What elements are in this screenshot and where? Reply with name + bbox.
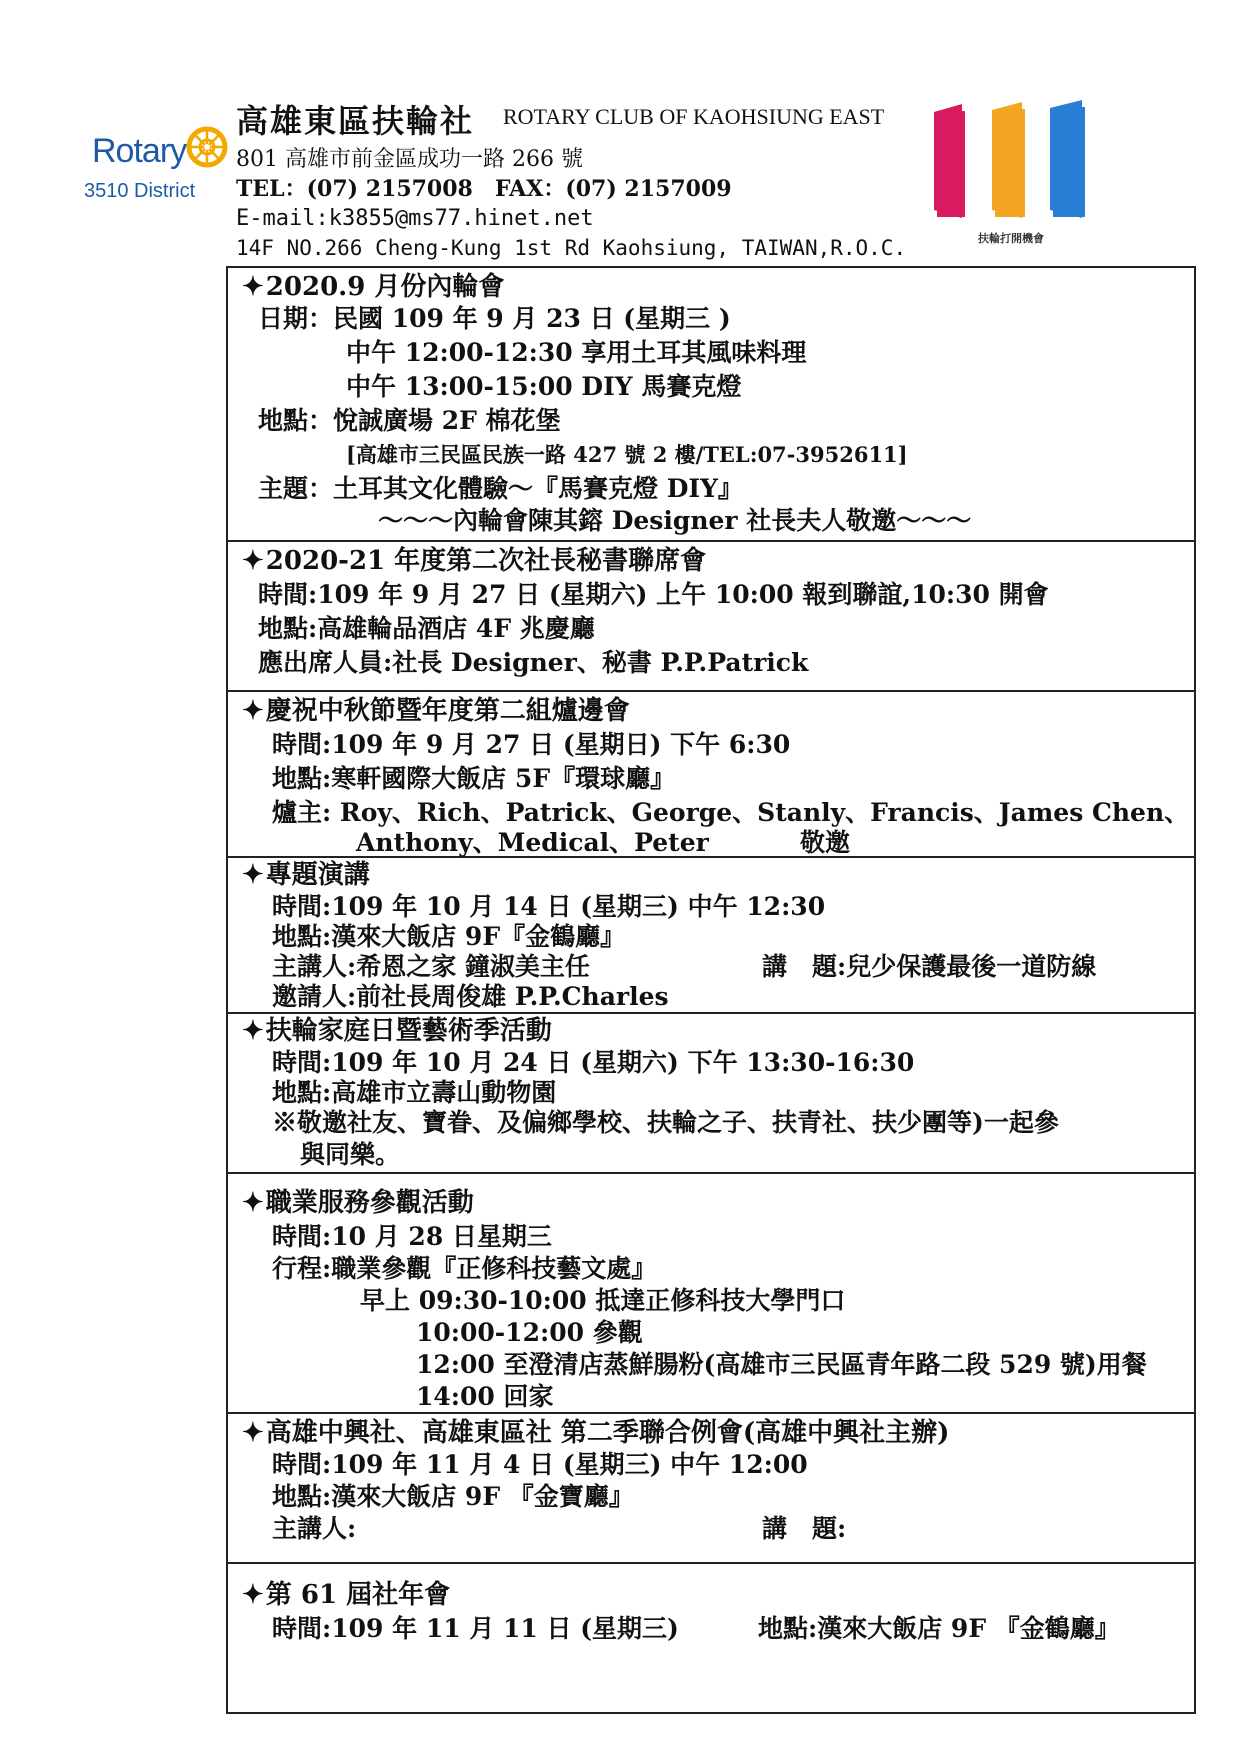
event-line: 地點:漢來大飯店 9F 『金寶廳』 <box>272 1482 634 1511</box>
club-email: E-mail:k3855@ms77.hinet.net <box>236 206 594 231</box>
event-line: ～～～內輪會陳其鎔 Designer 社長夫人敬邀～～～ <box>378 506 972 535</box>
event-line: 爐主: Roy、Rich、Patrick、George、Stanly、Francis、James Chen、 <box>272 798 1190 827</box>
bullet-icon: ✦ <box>242 1188 264 1218</box>
rotary-logo <box>70 112 220 212</box>
event-section <box>228 268 1194 542</box>
event-line: [高雄市三民區民族一路 427 號 2 樓/TEL:07-3952611] <box>346 442 908 467</box>
event-line: 與同樂。 <box>300 1140 401 1169</box>
event-line: ※敬邀社友、寶眷、及偏鄉學校、扶輪之子、扶青社、扶少團等)一起參 <box>272 1108 1059 1137</box>
event-title: ✦2020.9 月份內輪會 <box>242 272 505 302</box>
event-title: ✦扶輪家庭日暨藝術季活動 <box>242 1016 552 1046</box>
event-line: 早上 09:30-10:00 抵達正修科技大學門口 <box>360 1286 846 1315</box>
event-line: 12:00 至澄清店蒸鮮腸粉(高雄市三民區青年路二段 529 號)用餐 <box>416 1350 1147 1379</box>
open-doors-icon <box>930 98 1110 223</box>
event-title: ✦慶祝中秋節暨年度第二組爐邊會 <box>242 696 630 726</box>
event-line: 地點:寒軒國際大飯店 5F『環球廳』 <box>272 764 676 793</box>
event-line: 時間:109 年 9 月 27 日 (星期日) 下午 6:30 <box>272 730 791 759</box>
event-line: 時間:109 年 10 月 24 日 (星期六) 下午 13:30-16:30 <box>272 1048 915 1077</box>
district-label: 3510 District <box>84 180 196 202</box>
event-line: 時間:109 年 11 月 4 日 (星期三) 中午 12:00 <box>272 1450 808 1479</box>
event-line: 地點:漢來大飯店 9F 『金鶴廳』 <box>758 1614 1120 1643</box>
event-line: 中午 13:00-15:00 DIY 馬賽克燈 <box>346 372 742 401</box>
event-line: 主講人:希恩之家 鐘淑美主任 <box>272 952 590 981</box>
event-line: 日期：民國 109 年 9 月 23 日 (星期三 ) <box>258 304 731 333</box>
bullet-icon: ✦ <box>242 1418 264 1448</box>
event-line: 主講人: <box>272 1514 357 1543</box>
schedule-table <box>226 266 1196 1714</box>
event-line: 講 題:兒少保護最後一道防線 <box>762 952 1097 981</box>
bullet-icon: ✦ <box>242 1016 264 1046</box>
event-line: 中午 12:00-12:30 享用土耳其風味料理 <box>346 338 807 367</box>
event-line: 應出席人員:社長 Designer、秘書 P.P.Patrick <box>258 648 809 677</box>
event-line: 10:00-12:00 參觀 <box>416 1318 643 1347</box>
bullet-icon: ✦ <box>242 546 264 576</box>
theme-caption: 扶輪打開機會 <box>978 232 1044 245</box>
club-address-en: 14F NO.266 Cheng-Kung 1st Rd Kaohsiung, TAIWAN,R.O.C. <box>236 236 907 260</box>
club-address-zh: 801 高雄市前金區成功一路 266 號 <box>236 147 583 172</box>
event-line: 邀請人:前社長周俊雄 P.P.Charles <box>272 982 669 1011</box>
bullet-icon: ✦ <box>242 1580 264 1610</box>
bullet-icon: ✦ <box>242 860 264 890</box>
event-section <box>228 692 1194 858</box>
club-tel-fax: TEL：(07) 2157008 FAX：(07) 2157009 <box>236 176 732 202</box>
rotary-wheel-icon <box>186 126 228 168</box>
event-title: ✦第 61 屆社年會 <box>242 1580 451 1610</box>
rotary-wordmark: Rotary <box>92 132 187 170</box>
event-line: Anthony、Medical、Peter <box>356 828 709 857</box>
event-line: 地點:高雄輪品酒店 4F 兆慶廳 <box>258 614 595 643</box>
event-line: 時間:10 月 28 日星期三 <box>272 1222 552 1251</box>
event-section <box>228 542 1194 692</box>
event-line: 敬邀 <box>800 828 851 857</box>
event-title: ✦高雄中興社、高雄東區社 第二季聯合例會(高雄中興社主辦) <box>242 1418 950 1448</box>
event-line: 時間:109 年 9 月 27 日 (星期六) 上午 10:00 報到聯誼,10:30 開會 <box>258 580 1049 609</box>
event-line: 地點：悅誠廣場 2F 棉花堡 <box>258 406 561 435</box>
club-name-en: ROTARY CLUB OF KAOHSIUNG EAST <box>503 104 885 129</box>
event-title: ✦專題演講 <box>242 860 370 890</box>
event-title: ✦職業服務參觀活動 <box>242 1188 474 1218</box>
theme-logo <box>930 98 1110 248</box>
event-section <box>228 858 1194 1014</box>
event-line: 時間:109 年 11 月 11 日 (星期三) <box>272 1614 679 1643</box>
event-line: 14:00 回家 <box>416 1382 554 1411</box>
club-name: 高雄東區扶輪社 <box>236 102 475 140</box>
bullet-icon: ✦ <box>242 272 264 302</box>
event-title: ✦2020-21 年度第二次社長秘書聯席會 <box>242 546 707 576</box>
event-line: 地點:漢來大飯店 9F『金鶴廳』 <box>272 922 626 951</box>
event-section <box>228 1174 1194 1414</box>
event-line: 時間:109 年 10 月 14 日 (星期三) 中午 12:30 <box>272 892 826 921</box>
bullet-icon: ✦ <box>242 696 264 726</box>
event-section <box>228 1564 1194 1714</box>
event-section <box>228 1014 1194 1174</box>
event-line: 地點:高雄市立壽山動物園 <box>272 1078 557 1107</box>
event-section <box>228 1414 1194 1564</box>
event-line: 行程:職業參觀『正修科技藝文處』 <box>272 1254 657 1283</box>
event-line: 主題：土耳其文化體驗～『馬賽克燈 DIY』 <box>258 474 743 503</box>
event-line: 講 題: <box>762 1514 847 1543</box>
